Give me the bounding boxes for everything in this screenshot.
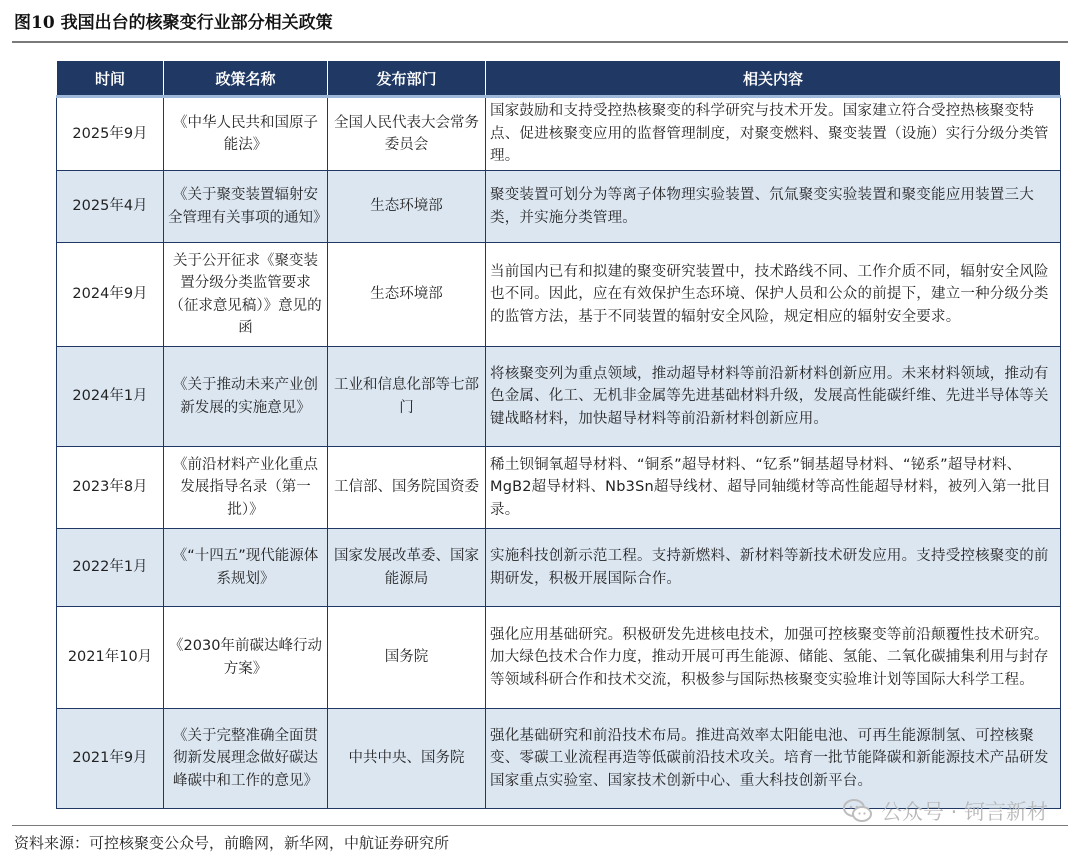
cell-content: 稀土钡铜氧超导材料、“铜系”超导材料、“钇系”铜基超导材料、“铋系”超导材料、MgB2超导材料、Nb3Sn超导线材、超导同轴缆材等高性能超导材料，被列入第一批目录。	[486, 447, 1061, 529]
table-row	[57, 171, 1061, 243]
cell-dept: 生态环境部	[328, 171, 486, 243]
table-header-row	[57, 61, 1061, 97]
table-row	[57, 347, 1061, 447]
watermark	[843, 796, 1048, 826]
cell-dept: 国家发展改革委、国家能源局	[328, 529, 486, 607]
table-row	[57, 97, 1061, 171]
cell-policy: 《2030年前碳达峰行动方案》	[164, 607, 328, 709]
cell-content: 国家鼓励和支持受控热核聚变的科学研究与技术开发。国家建立符合受控热核聚变特点、促进核聚变应用的监督管理制度，对聚变燃料、聚变装置（设施）实行分级分类管理。	[486, 97, 1061, 171]
table-row	[57, 529, 1061, 607]
cell-time: 2025年4月	[57, 171, 164, 243]
table-row	[57, 607, 1061, 709]
cell-policy: 《关于推动未来产业创新发展的实施意见》	[164, 347, 328, 447]
cell-time: 2024年9月	[57, 243, 164, 347]
policy-table	[56, 60, 1061, 809]
cell-time: 2021年9月	[57, 709, 164, 809]
cell-time: 2023年8月	[57, 447, 164, 529]
cell-dept: 全国人民代表大会常务委员会	[328, 97, 486, 171]
cell-dept: 工信部、国务院国资委	[328, 447, 486, 529]
wechat-icon	[843, 798, 873, 824]
cell-time: 2024年1月	[57, 347, 164, 447]
header-content: 相关内容	[486, 61, 1061, 97]
cell-content: 当前国内已有和拟建的聚变研究装置中，技术路线不同、工作介质不同，辐射安全风险也不同。因此，应在有效保护生态环境、保护人员和公众的前提下，建立一种分级分类的监管方法，基于不同装置的辐射安全风险，规定相应的辐射安全要求。	[486, 243, 1061, 347]
cell-dept: 生态环境部	[328, 243, 486, 347]
cell-content: 强化基础研究和前沿技术布局。推进高效率太阳能电池、可再生能源制氢、可控核聚变、零碳工业流程再造等低碳前沿技术攻关。培育一批节能降碳和新能源技术产品研发国家重点实验室、国家技术创新中心、重大科技创新平台。	[486, 709, 1061, 809]
cell-policy: 《关于完整准确全面贯彻新发展理念做好碳达峰碳中和工作的意见》	[164, 709, 328, 809]
cell-policy: 《中华人民共和国原子能法》	[164, 97, 328, 171]
figure-title: 图10 我国出台的核聚变行业部分相关政策	[14, 13, 333, 33]
cell-time: 2022年1月	[57, 529, 164, 607]
source-note: 资料来源：可控核聚变公众号，前瞻网，新华网，中航证券研究所	[14, 834, 450, 852]
cell-content: 聚变装置可划分为等离子体物理实验装置、氘氚聚变实验装置和聚变能应用装置三大类，并实施分类管理。	[486, 171, 1061, 243]
cell-time: 2025年9月	[57, 97, 164, 171]
cell-policy: 《前沿材料产业化重点发展指导名录（第一批）》	[164, 447, 328, 529]
cell-policy: 《“十四五”现代能源体系规划》	[164, 529, 328, 607]
cell-dept: 国务院	[328, 607, 486, 709]
cell-policy: 《关于聚变装置辐射安全管理有关事项的通知》	[164, 171, 328, 243]
bottom-divider	[12, 825, 1068, 826]
cell-policy: 关于公开征求《聚变装置分级分类监管要求（征求意见稿）》意见的函	[164, 243, 328, 347]
cell-time: 2021年10月	[57, 607, 164, 709]
watermark-text: 公众号 · 钶言新材	[880, 800, 1048, 824]
cell-content: 实施科技创新示范工程。支持新燃料、新材料等新技术研发应用。支持受控核聚变的前期研发，积极开展国际合作。	[486, 529, 1061, 607]
cell-dept: 中共中央、国务院	[328, 709, 486, 809]
cell-content: 将核聚变列为重点领域，推动超导材料等前沿新材料创新应用。未来材料领域，推动有色金属、化工、无机非金属等先进基础材料升级，发展高性能碳纤维、先进半导体等关键战略材料，加快超导材料等前沿新材料创新应用。	[486, 347, 1061, 447]
table-row	[57, 243, 1061, 347]
table-row	[57, 447, 1061, 529]
top-divider	[12, 41, 1068, 43]
header-policy-name: 政策名称	[164, 61, 328, 97]
cell-content: 强化应用基础研究。积极研发先进核电技术，加强可控核聚变等前沿颠覆性技术研究。加大绿色技术合作力度，推动开展可再生能源、储能、氢能、二氧化碳捕集利用与封存等领域科研合作和技术交流，积极参与国际热核聚变实验堆计划等国际大科学工程。	[486, 607, 1061, 709]
table-row	[57, 709, 1061, 809]
cell-dept: 工业和信息化部等七部门	[328, 347, 486, 447]
header-time: 时间	[57, 61, 164, 97]
header-department: 发布部门	[328, 61, 486, 97]
